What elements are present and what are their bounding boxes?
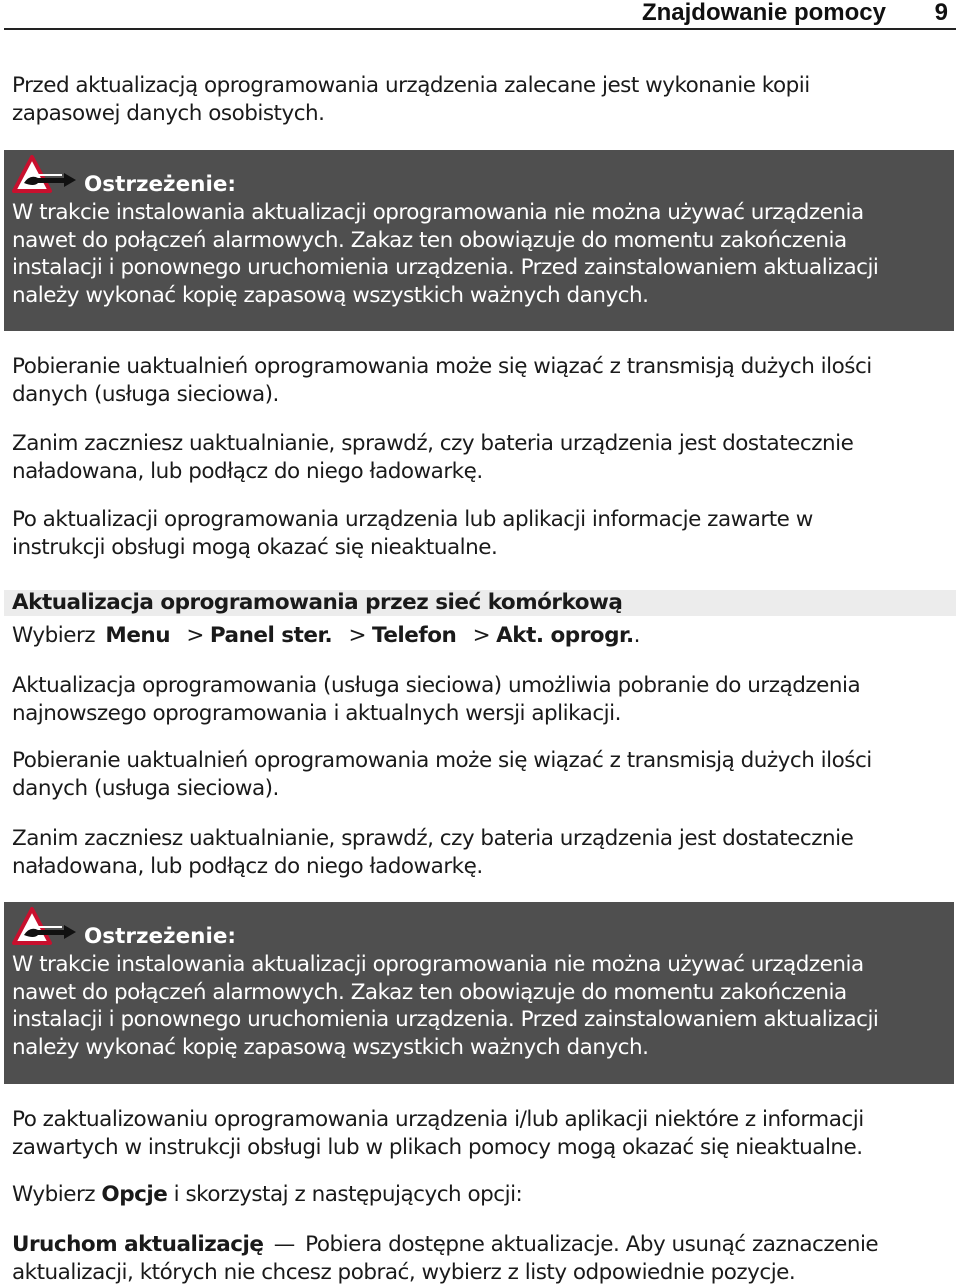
paragraph-line: Aktualizacja oprogramowania (usługa sieciowa) umożliwia pobranie do urządzenia [12, 673, 861, 698]
options-intro-line [12, 1181, 946, 1209]
path-separator: > [186, 623, 204, 648]
paragraph-line: Zanim zaczniesz uaktualnianie, sprawdź, czy bateria urządzenia jest dostatecznie [12, 826, 854, 851]
warning-line: W trakcie instalowania aktualizacji oprogramowania nie można używać urządzenia [12, 200, 864, 225]
path-separator: > [348, 623, 367, 648]
path-step-akt: Akt. oprogr. [496, 623, 634, 648]
outdated-paragraph [12, 1106, 946, 1161]
page-number: 9 [934, 0, 948, 26]
section-heading-bar [4, 590, 956, 616]
paragraph-line: Pobieranie uaktualnień oprogramowania może się wiązać z transmisją dużych ilości [12, 748, 872, 773]
path-step-panel: Panel ster. [209, 623, 333, 648]
section-title: Aktualizacja oprogramowania przez sieć komórkową [12, 590, 623, 615]
option-item-line [12, 1231, 946, 1259]
paragraph-line: Pobieranie uaktualnień oprogramowania może się wiązać z transmisją dużych ilości [12, 354, 872, 379]
option-description: Pobiera dostępne aktualizacje. Aby usunąć zaznaczenie [305, 1232, 879, 1257]
warning-line: instalacji i ponownego uruchomienia urządzenia. Przed zainstalowaniem aktualizacji [12, 1007, 879, 1032]
warning-text [12, 951, 878, 1061]
intro-line: Przed aktualizacją oprogramowania urządzenia zalecane jest wykonanie kopii [12, 73, 810, 98]
warning-box [4, 150, 954, 331]
warning-line: nawet do połączeń alarmowych. Zakaz ten obowiązuje do momentu zakończenia [12, 979, 847, 1005]
paragraph-line: naładowana, lub podłącz do niego ładowarkę. [12, 458, 483, 484]
paragraph-line: danych (usługa sieciowa). [12, 381, 279, 407]
option-term: Uruchom aktualizację [12, 1232, 264, 1257]
paragraph-line: najnowszego oprogramowania i aktualnych wersji aplikacji. [12, 700, 621, 726]
warning-heading: Ostrzeżenie: [84, 924, 237, 949]
battery-paragraph [12, 825, 946, 880]
option-item [12, 1231, 946, 1286]
menu-path [12, 622, 640, 650]
page-header [4, 0, 956, 30]
paragraph-line: Po aktualizacji oprogramowania urządzenia lub aplikacji informacje zawarte w [12, 507, 813, 532]
warning-text [12, 199, 878, 309]
paragraph-line: instrukcji obsługi mogą okazać się nieaktualne. [12, 534, 498, 560]
option-item-line: aktualizacji, których nie chcesz pobrać, wybierz z listy odpowiednie pozycje. [12, 1259, 796, 1285]
download-paragraph [12, 747, 946, 802]
battery-paragraph [12, 430, 946, 485]
warning-line: nawet do połączeń alarmowych. Zakaz ten obowiązuje do momentu zakończenia [12, 227, 847, 253]
path-suffix: . [633, 623, 641, 648]
options-intro [12, 1181, 946, 1209]
paragraph-line: Po zaktualizowaniu oprogramowania urządzenia i/lub aplikacji niektóre z informacji [12, 1107, 864, 1132]
warning-line: W trakcie instalowania aktualizacji oprogramowania nie można używać urządzenia [12, 952, 864, 977]
options-prefix: Wybierz [12, 1182, 96, 1207]
paragraph-line: naładowana, lub podłącz do niego ładowarkę. [12, 853, 483, 879]
options-suffix: i skorzystaj z następujących opcji: [173, 1182, 523, 1207]
path-step-menu: Menu [105, 623, 171, 648]
header-title: Znajdowanie pomocy [641, 0, 886, 26]
intro-paragraph [12, 72, 946, 127]
intro-line: zapasowej danych osobistych. [12, 100, 325, 126]
warning-triangle-hand-icon [12, 154, 78, 194]
description-paragraph [12, 672, 946, 727]
outdated-paragraph [12, 506, 946, 561]
warning-heading: Ostrzeżenie: [84, 172, 237, 197]
path-step-telefon: Telefon [372, 623, 457, 648]
warning-triangle-hand-icon [12, 906, 78, 946]
paragraph-line: Zanim zaczniesz uaktualnianie, sprawdź, czy bateria urządzenia jest dostatecznie [12, 431, 854, 456]
paragraph-line: danych (usługa sieciowa). [12, 775, 279, 801]
warning-line: należy wykonać kopię zapasową wszystkich ważnych danych. [12, 1034, 649, 1060]
warning-line: należy wykonać kopię zapasową wszystkich ważnych danych. [12, 282, 649, 308]
warning-box [4, 902, 954, 1084]
path-separator: > [472, 623, 491, 648]
warning-line: instalacji i ponownego uruchomienia urządzenia. Przed zainstalowaniem aktualizacji [12, 255, 879, 280]
options-menu-label: Opcje [101, 1182, 168, 1207]
download-paragraph [12, 353, 946, 408]
path-prefix: Wybierz [12, 623, 96, 648]
paragraph-line: zawartych w instrukcji obsługi lub w plikach pomocy mogą okazać się nieaktualne. [12, 1134, 863, 1160]
option-dash: — [273, 1232, 295, 1257]
